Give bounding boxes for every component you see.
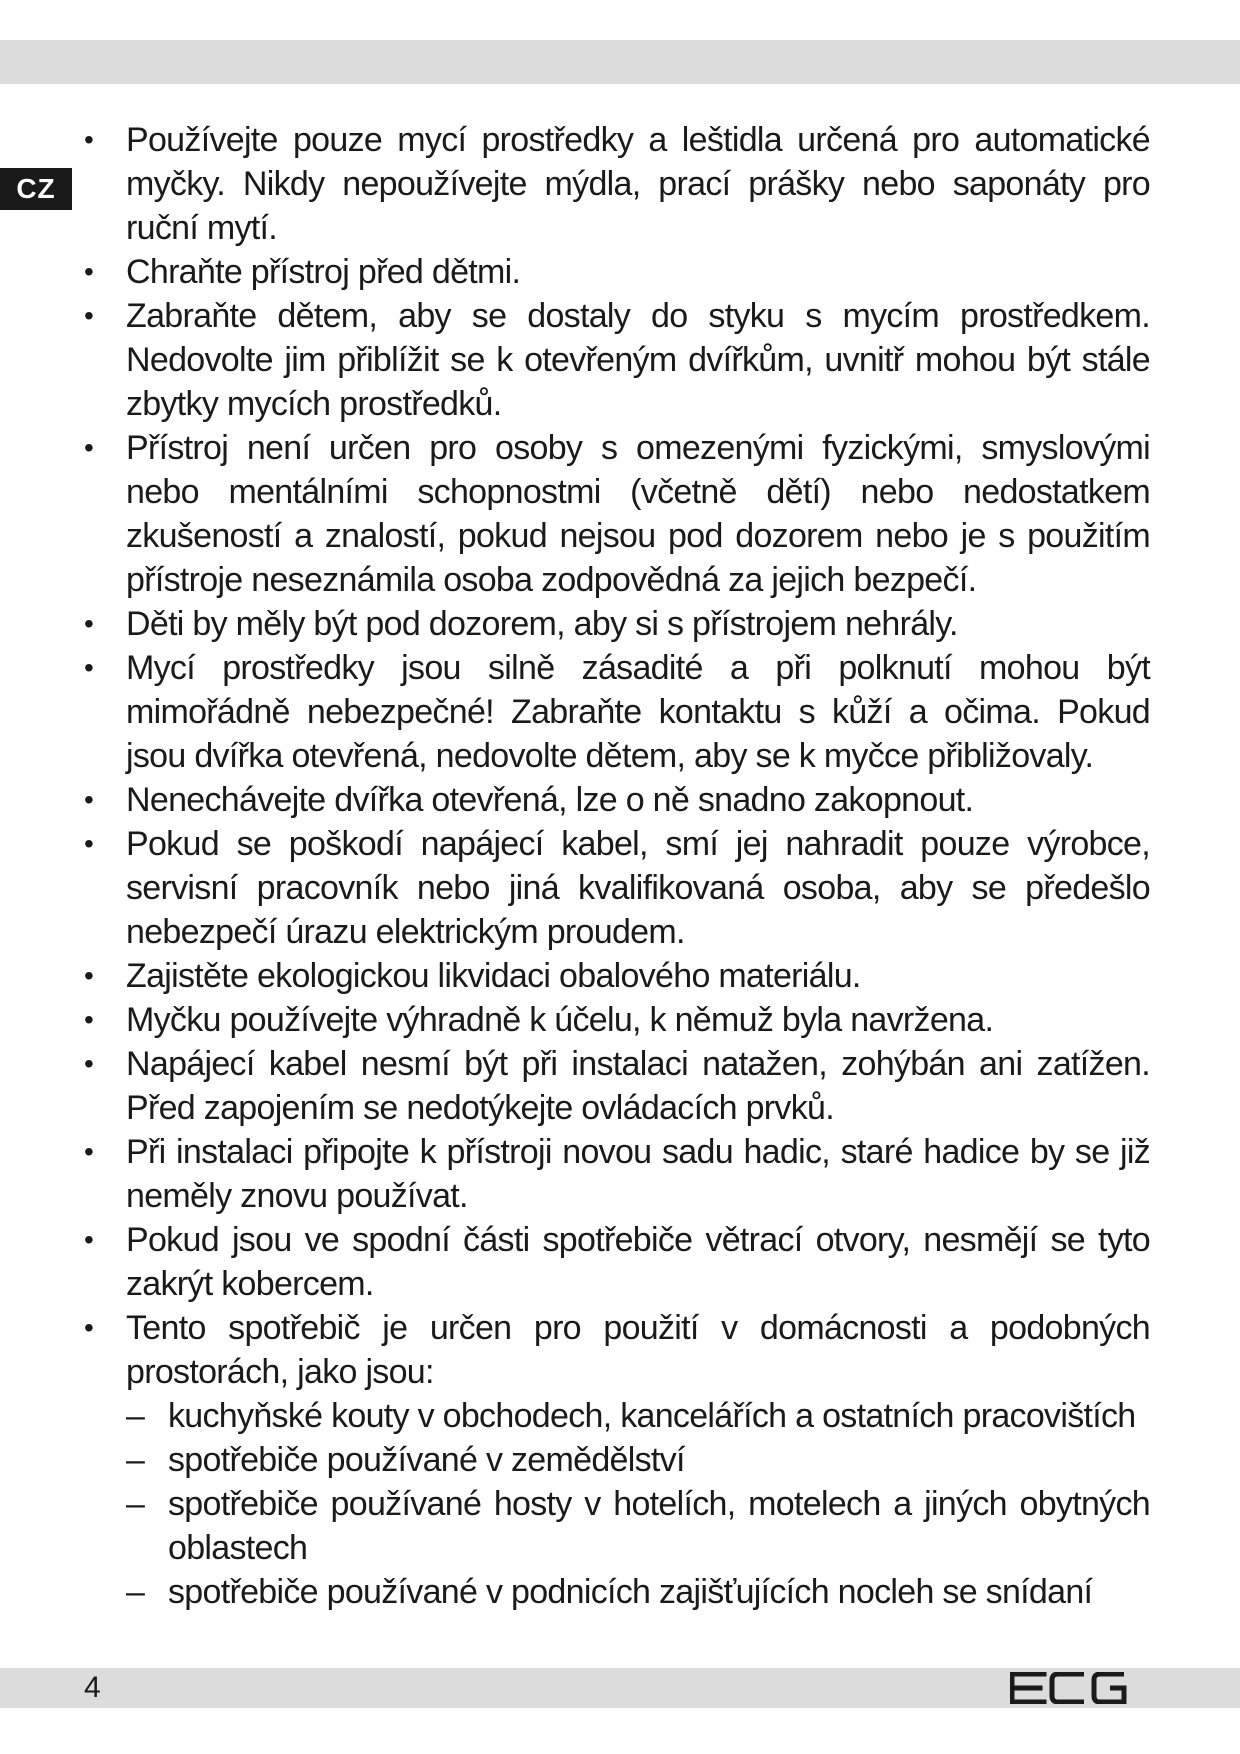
bullet-item: • Myčku používejte výhradně k účelu, k němuž byla navržena. xyxy=(84,998,1150,1042)
dash-sub-item: – spotřebiče používané v zemědělství xyxy=(84,1438,1150,1482)
bullet-item: • Chraňte přístroj před dětmi. xyxy=(84,250,1150,294)
page-number: 4 xyxy=(84,1671,101,1704)
header-bar xyxy=(0,40,1240,84)
bullet-item: • Pokud jsou ve spodní části spotřebiče větrací otvory, nesmějí se tyto zakrýt kobercem. xyxy=(84,1218,1150,1306)
bullet-item: • Při instalaci připojte k přístroji novou sadu hadic, staré hadice by se již neměly znovu používat. xyxy=(84,1130,1150,1218)
bullet-item: • Pokud se poškodí napájecí kabel, smí jej nahradit pouze výrobce, servisní pracovník nebo jiná kvalifikovaná osoba, aby se předešlo nebezpečí úrazu elektrickým proudem. xyxy=(84,822,1150,954)
dash-sub-item: – spotřebiče používané v podnicích zajišťujících nocleh se snídaní xyxy=(84,1570,1150,1614)
ecg-logo xyxy=(1010,1672,1130,1704)
bullet-item: • Zabraňte dětem, aby se dostaly do styku s mycím prostředkem. Nedovolte jim přiblížit se k otevřeným dvířkům, uvnitř mohou být stále zbytky mycích prostředků. xyxy=(84,294,1150,426)
bullet-item: • Používejte pouze mycí prostředky a leštidla určená pro automatické myčky. Nikdy nepoužívejte mýdla, prací prášky nebo saponáty pro ruční mytí. xyxy=(84,118,1150,250)
language-tab: CZ xyxy=(0,168,72,210)
bullet-item: • Zajistěte ekologickou likvidaci obalového materiálu. xyxy=(84,954,1150,998)
bullet-item: • Děti by měly být pod dozorem, aby si s přístrojem nehrály. xyxy=(84,602,1150,646)
bullet-item: • Tento spotřebič je určen pro použití v domácnosti a podobných prostorách, jako jsou: xyxy=(84,1306,1150,1394)
bullet-item: • Mycí prostředky jsou silně zásadité a při polknutí mohou být mimořádně nebezpečné! Zabraňte kontaktu s kůží a očima. Pokud jsou dvířka otevřená, nedovolte dětem, aby se k myčce přibližovaly. xyxy=(84,646,1150,778)
bullet-item: • Napájecí kabel nesmí být při instalaci natažen, zohýbán ani zatížen. Před zapojením se nedotýkejte ovládacích prvků. xyxy=(84,1042,1150,1130)
dash-sub-item: – kuchyňské kouty v obchodech, kancelářích a ostatních pracovištích xyxy=(84,1394,1150,1438)
bullet-item: • Přístroj není určen pro osoby s omezenými fyzickými, smyslovými nebo mentálními schopnostmi (včetně dětí) nebo nedostatkem zkušeností a znalostí, pokud nejsou pod dozorem nebo je s použitím přístroje neseznámila osoba zodpovědná za jejich bezpečí. xyxy=(84,426,1150,602)
dash-sub-item: – spotřebiče používané hosty v hotelích, motelech a jiných obytných oblastech xyxy=(84,1482,1150,1570)
safety-instructions xyxy=(84,118,1150,1614)
bullet-item: • Nenechávejte dvířka otevřená, lze o ně snadno zakopnout. xyxy=(84,778,1150,822)
